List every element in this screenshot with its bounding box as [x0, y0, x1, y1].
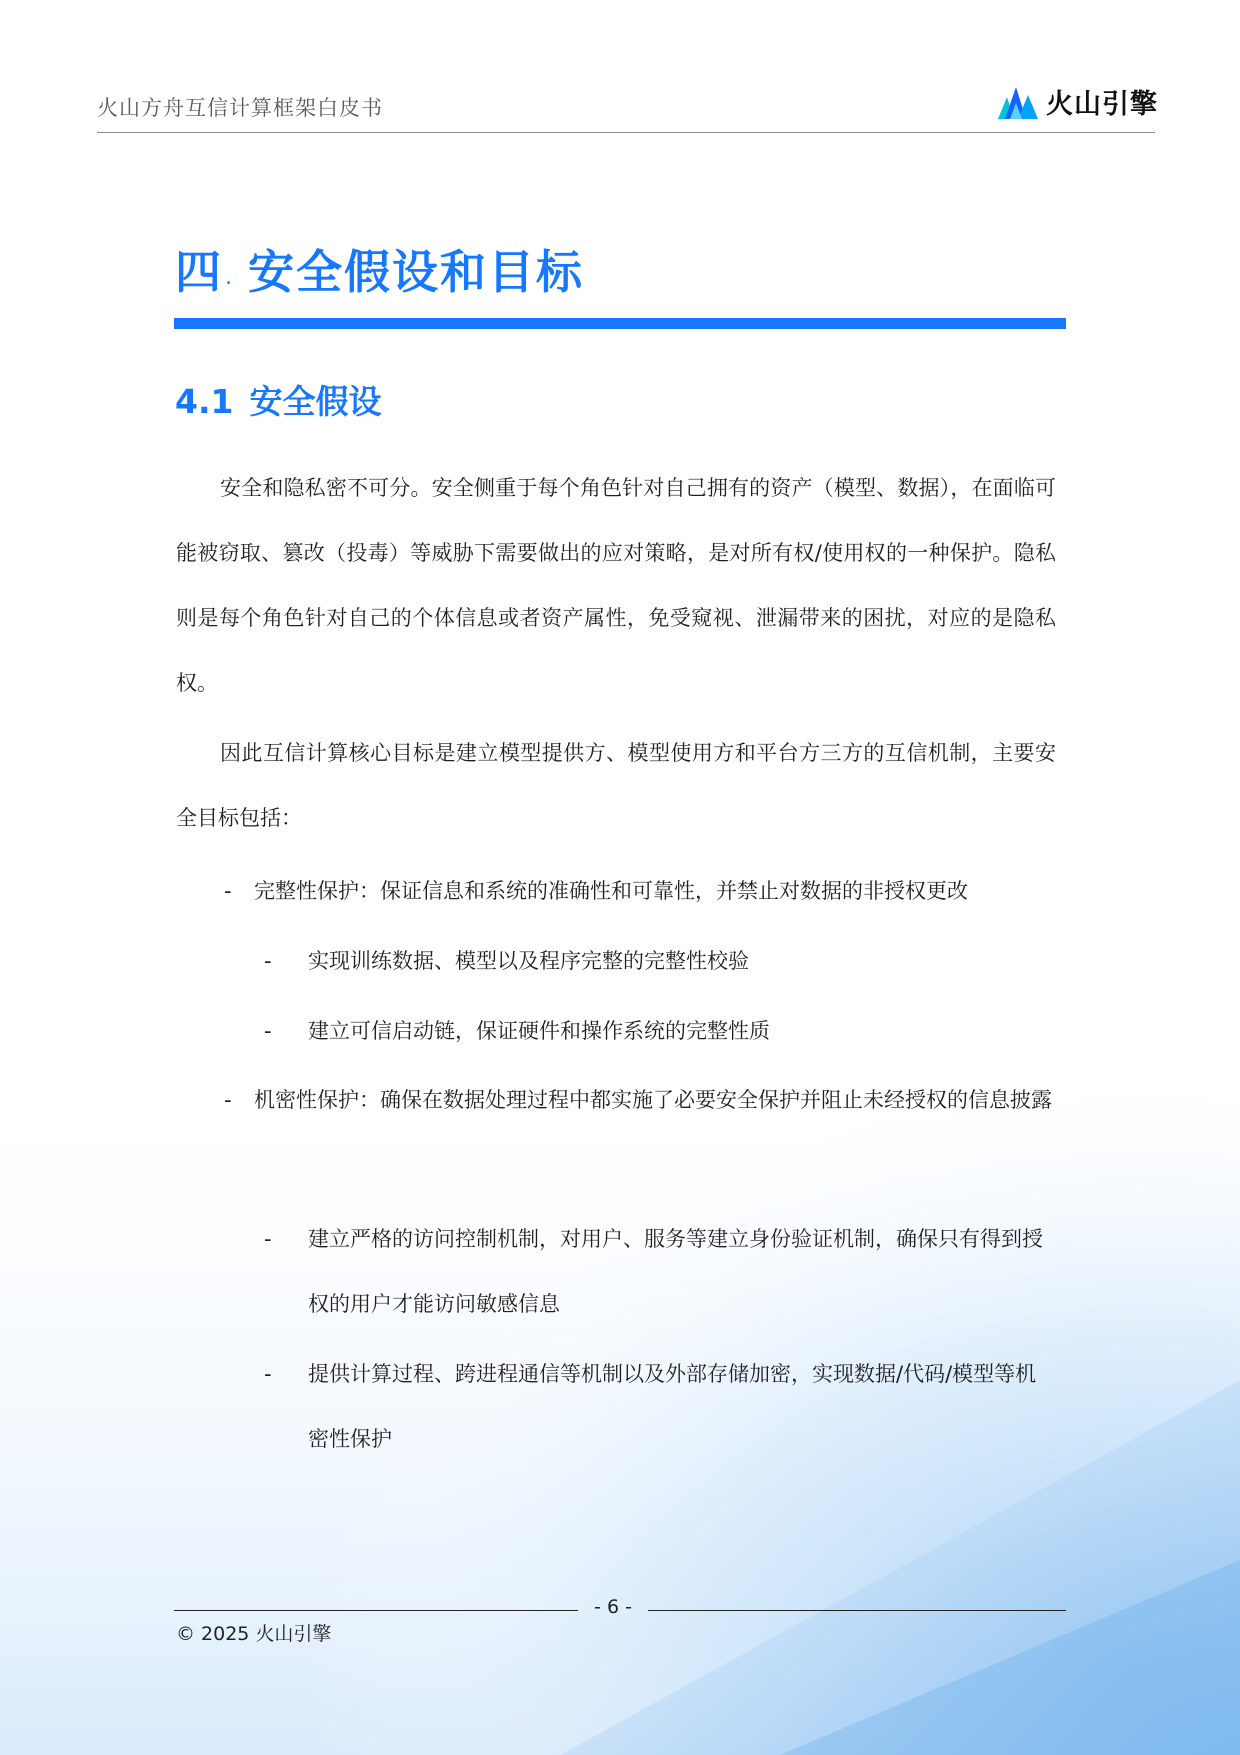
brand-logo	[998, 78, 1158, 124]
bullet-dash: -	[264, 1019, 272, 1043]
bullet-dash: -	[264, 1362, 272, 1386]
list-item	[264, 999, 1056, 1064]
volcano-logo-icon	[998, 81, 1038, 121]
page-number: - 6 -	[594, 1596, 632, 1618]
list-item-text: 完整性保护：保证信息和系统的准确性和可靠性，并禁止对数据的非授权更改	[254, 879, 968, 903]
copyright-notice: © 2025 火山引擎	[176, 1623, 332, 1645]
chapter-underline-bar	[174, 318, 1066, 329]
list-item-text: 建立严格的访问控制机制，对用户、服务等建立身份验证机制，确保只有得到授权的用户才能访问敏感信息	[308, 1227, 1043, 1316]
footer-divider-left	[174, 1610, 578, 1611]
list-item	[264, 1342, 1056, 1472]
list-item	[264, 1207, 1056, 1337]
section-title	[175, 376, 381, 423]
list-item	[224, 859, 1056, 924]
document-header-title: 火山方舟互信计算框架白皮书	[97, 96, 383, 120]
chapter-number-dot: .	[225, 265, 234, 290]
paragraph: 安全和隐私密不可分。安全侧重于每个角色针对自己拥有的资产（模型、数据），在面临可能被窃取、篡改（投毒）等威胁下需要做出的应对策略，是对所有权/使用权的一种保护。隐私则是每个角色针对自己的个体信息或者资产属性，免受窥视、泄漏带来的困扰，对应的是隐私权。	[176, 476, 1056, 695]
list-item-text: 机密性保护：确保在数据处理过程中都实施了必要安全保护并阻止未经授权的信息披露	[254, 1088, 1052, 1112]
chapter-title	[175, 236, 584, 302]
footer-divider-right	[648, 1610, 1066, 1611]
bullet-dash: -	[264, 949, 272, 973]
chapter-title-text: 安全假设和目标	[248, 245, 584, 299]
paragraph: 因此互信计算核心目标是建立模型提供方、模型使用方和平台方三方的互信机制，主要安全目标包括：	[176, 741, 1056, 830]
chapter-number: 四	[175, 245, 223, 299]
bullet-dash: -	[224, 1088, 232, 1112]
section-number: 4.1	[175, 382, 234, 421]
logo-text: 火山引擎	[1046, 88, 1158, 120]
list-item	[264, 929, 1056, 994]
section-title-text: 安全假设	[249, 382, 382, 421]
list-item-text: 建立可信启动链，保证硬件和操作系统的完整性质	[308, 1019, 770, 1043]
list-item	[224, 1068, 1056, 1133]
bullet-dash: -	[264, 1227, 272, 1251]
list-item-text: 实现训练数据、模型以及程序完整的完整性校验	[308, 949, 749, 973]
header-divider	[97, 132, 1155, 133]
list-item-text: 提供计算过程、跨进程通信等机制以及外部存储加密，实现数据/代码/模型等机密性保护	[308, 1362, 1037, 1451]
bullet-dash: -	[224, 879, 232, 903]
